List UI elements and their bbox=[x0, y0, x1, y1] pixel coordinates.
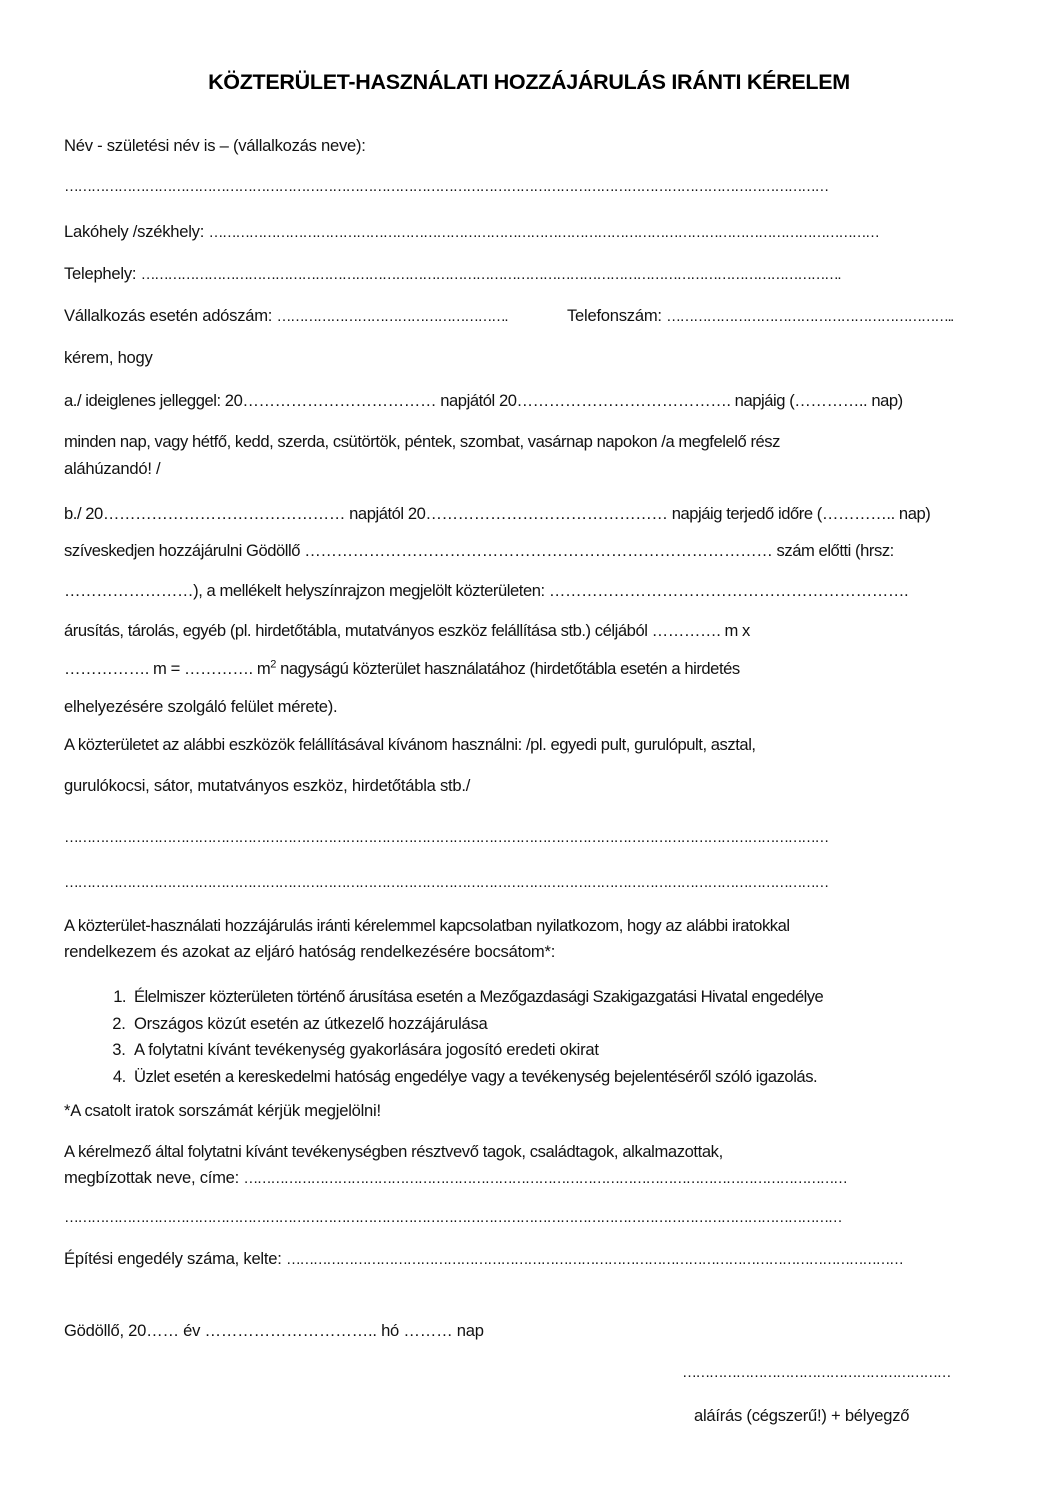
participants-intro: A kérelmező által folytatni kívánt tevékenységben résztvevő tagok, családtagok, alkalmazottak, bbox=[64, 1142, 723, 1161]
area-dimensions[interactable]: ……………. m = …………. m bbox=[64, 659, 271, 678]
name-field[interactable]: ……………………………………………………………………………………………………………………………………………………… bbox=[64, 178, 828, 195]
site-field[interactable]: …………………………………………………………………………………………………………………………………………. bbox=[140, 266, 840, 283]
consent-purpose[interactable]: árusítás, tárolás, egyéb (pl. hirdetőtábla, mutatványos eszköz felállítása stb.) céljából …………. m x bbox=[64, 621, 750, 640]
building-permit-label: Építési engedély száma, kelte: bbox=[64, 1249, 282, 1268]
tax-label: Vállalkozás esetén adószám: bbox=[64, 306, 273, 325]
equipment-examples: gurulókocsi, sátor, mutatványos eszköz, hirdetőtábla stb./ bbox=[64, 776, 471, 795]
consent-hrsz[interactable]: ……………………), a mellékelt helyszínrajzon megjelölt közterületen: …………………………………………………………. bbox=[64, 581, 909, 600]
consent-area-note: elhelyezésére szolgáló felület mérete). bbox=[64, 697, 338, 716]
option-b-dates[interactable]: b./ 20……………………………………… napjától 20……………………………………… napjáig terjedő időre (………….. nap) bbox=[64, 504, 931, 523]
area-text: nagyságú közterület használatához (hirdetőtábla esetén a hirdetés bbox=[275, 659, 740, 678]
document-item: 4. Üzlet esetén a kereskedelmi hatóság engedélye vagy a tevékenység bejelentéséről szóló igazolás. bbox=[130, 1064, 823, 1091]
site-row bbox=[64, 264, 840, 284]
area-exponent: 2 bbox=[270, 658, 276, 671]
request-intro: kérem, hogy bbox=[64, 348, 153, 367]
residence-label: Lakóhely /székhely: bbox=[64, 222, 205, 241]
option-a-days[interactable]: minden nap, vagy hétfő, kedd, szerda, csütörtök, péntek, szombat, vasárnap napokon /a megfelelő rész bbox=[64, 432, 780, 451]
page-title: KÖZTERÜLET-HASZNÁLATI HOZZÁJÁRULÁS IRÁNTI KÉRELEM bbox=[208, 70, 850, 94]
participants-field[interactable]: ……………………………………………………………………………………………………………………… bbox=[243, 1170, 847, 1187]
equipment-intro: A közterületet az alábbi eszközök felállításával kívánom használni: /pl. egyedi pult, gurulópult, asztal, bbox=[64, 735, 756, 754]
option-a-dates[interactable]: a./ ideiglenes jelleggel: 20……………………………… napjától 20…………………………………. napjáig (………….. nap) bbox=[64, 391, 903, 410]
consent-address[interactable]: szíveskedjen hozzájárulni Gödöllő …………………………………………………………………………… szám előtti (hrsz: bbox=[64, 541, 894, 560]
name-label: Név - születési név is – (vállalkozás neve): bbox=[64, 136, 366, 155]
declaration-line-2: rendelkezem és azokat az eljáró hatóság rendelkezésére bocsátom*: bbox=[64, 942, 556, 961]
document-item: 3. A folytatni kívánt tevékenység gyakorlására jogosító eredeti okirat bbox=[130, 1037, 823, 1064]
residence-field[interactable]: …………………………………………………………………………………………………………………………………… bbox=[208, 224, 879, 241]
phone-row bbox=[567, 306, 953, 326]
building-permit-row bbox=[64, 1249, 902, 1269]
option-a-note: aláhúzandó! / bbox=[64, 459, 161, 478]
tax-field[interactable]: ……………………………………………. bbox=[276, 308, 507, 325]
building-permit-field[interactable]: ………………………………………………………………………………………………………………………… bbox=[285, 1251, 903, 1268]
site-label: Telephely: bbox=[64, 264, 137, 283]
document-item: 1. Élelmiszer közterületen történő árusítása esetén a Mezőgazdasági Szakigazgatási Hivatal engedélye bbox=[130, 984, 823, 1011]
signature-label: aláírás (cégszerű!) + bélyegző bbox=[694, 1406, 910, 1425]
participants-label: megbízottak neve, címe: bbox=[64, 1168, 240, 1187]
equipment-field-2[interactable]: ……………………………………………………………………………………………………………………………………………………… bbox=[64, 874, 828, 891]
tax-row bbox=[64, 306, 507, 326]
document-item: 2. Országos közút esetén az útkezelő hozzájárulása bbox=[130, 1011, 823, 1038]
signature-field[interactable]: …………………………………………………… bbox=[682, 1364, 951, 1381]
consent-area[interactable] bbox=[64, 659, 740, 679]
date-line[interactable]: Gödöllő, 20…… év ………………………….. hó ……… nap bbox=[64, 1321, 484, 1340]
footnote: *A csatolt iratok sorszámát kérjük megjelölni! bbox=[64, 1101, 381, 1120]
phone-field[interactable]: ……………………………………………………….. bbox=[666, 308, 953, 325]
declaration-line-1: A közterület-használati hozzájárulás iránti kérelemmel kapcsolatban nyilatkozom, hogy az alábbi iratokkal bbox=[64, 916, 790, 935]
phone-label: Telefonszám: bbox=[567, 306, 662, 325]
participants-field-2[interactable]: ………………………………………………………………………………………………………………………………………………………… bbox=[64, 1209, 842, 1226]
participants-row bbox=[64, 1168, 846, 1188]
required-documents-list bbox=[64, 984, 823, 1090]
equipment-field-1[interactable]: ……………………………………………………………………………………………………………………………………………………… bbox=[64, 829, 828, 846]
residence-row bbox=[64, 222, 878, 242]
